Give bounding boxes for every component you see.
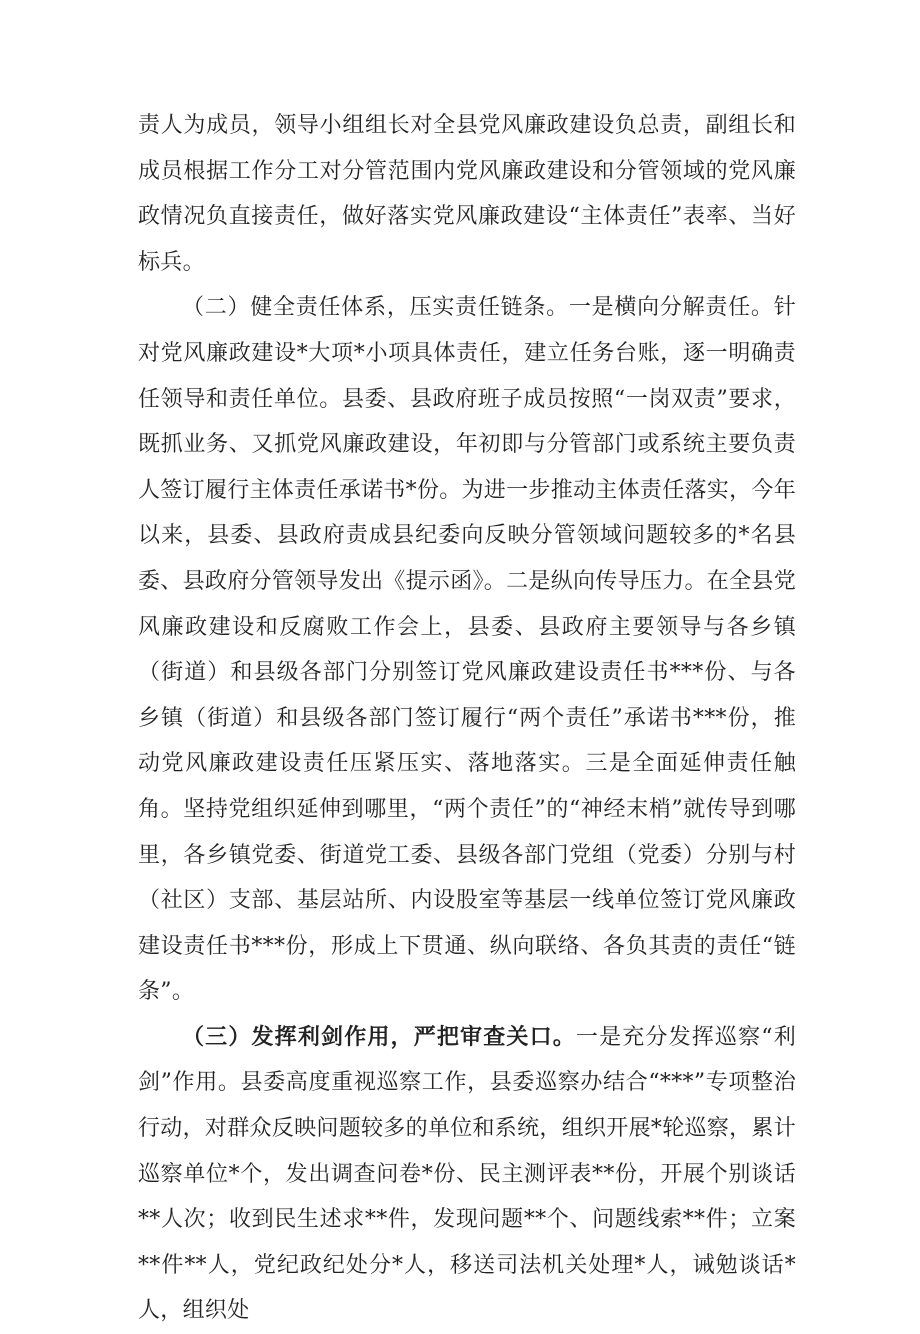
paragraph-text: （二）健全责任体系，压实责任链条。一是横向分解责任。针对党风廉政建设*大项*小项具体责任，建立任务台账，逐一明确责任领导和责任单位。县委、县政府班子成员按照“一岗双责”要求，既抓业务、又抓党风廉政建设，年初即与分管部门或系统主要负责人签订履行主体责任承诺书*份。为进一步推动主体责任落实，今年以来，县委、县政府责成县纪委向反映分管领域问题较多的*名县委、县政府分管领导发出《提示函》。二是纵向传导压力。在全县党风廉政建设和反腐败工作会上，县委、县政府主要领导与各乡镇（街道）和县级各部门分别签订党风廉政建设责任书***份、与各乡镇（街道）和县级各部门签订履行“两个责任”承诺书***份，推动党风廉政建设责任压紧压实、落地落实。三是全面延伸责任触角。坚持党组织延伸到哪里，“两个责任”的“神经末梢”就传导到哪里，各乡镇党委、街道党工委、县级各部门党组（党委）分别与村（社区）支部、基层站所、内设股室等基层一线单位签订党风廉政建设责任书***份，形成上下贯通、纵向联络、各负其责的责任“链条”。	[138, 295, 797, 1005]
document-body	[138, 103, 796, 1334]
paragraph-continuation	[138, 103, 796, 285]
paragraph-text: 责人为成员，领导小组组长对全县党风廉政建设负总责，副组长和成员根据工作分工对分管范围内党风廉政建设和分管领域的党风廉政情况负直接责任，做好落实党风廉政建设“主体责任”表率、当好标兵。	[138, 113, 796, 275]
paragraph-text: 一是充分发挥巡察“利剑”作用。县委高度重视巡察工作，县委巡察办结合“***”专项整治行动，对群众反映问题较多的单位和系统，组织开展*轮巡察，累计巡察单位*个，发出调查问卷*份、民主测评表**份，开展个别谈话**人次；收到民生述求**件，发现问题**个、问题线索**件；立案**件**人，党纪政纪处分*人，移送司法机关处理*人，诫勉谈话*人，组织处	[138, 1024, 797, 1324]
paragraph-section-2	[138, 285, 796, 1015]
paragraph-section-3	[138, 1015, 796, 1334]
section-heading: （三）发挥利剑作用，严把审查关口。	[182, 1023, 576, 1050]
